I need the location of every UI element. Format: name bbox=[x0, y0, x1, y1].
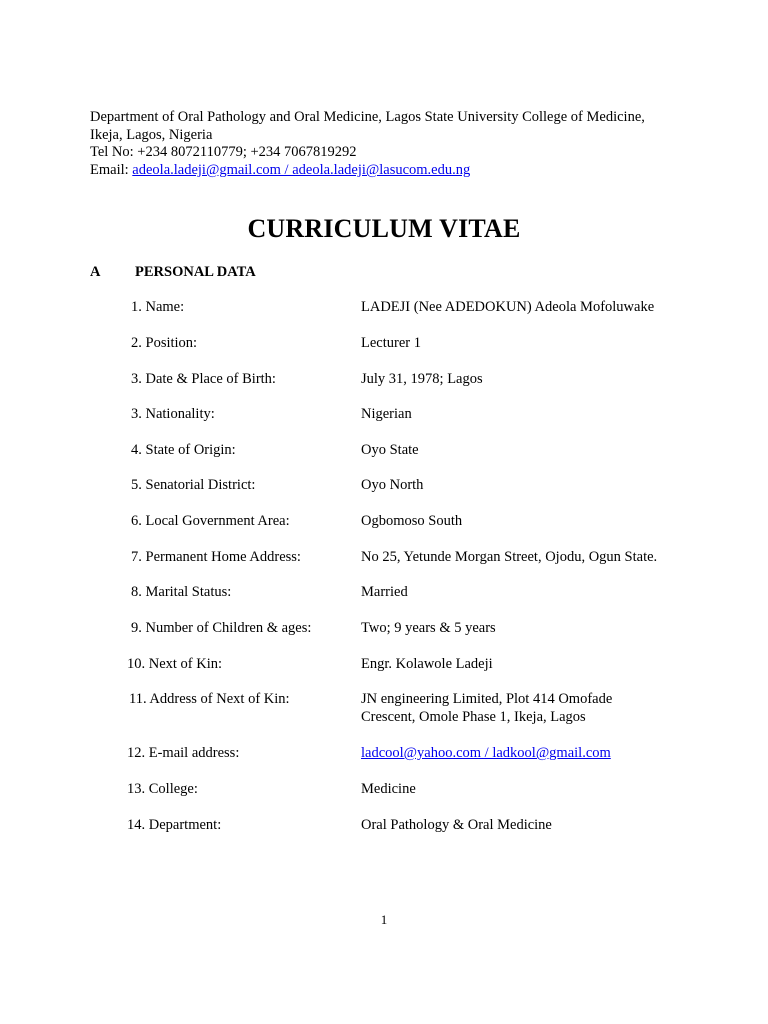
label-department: 14. Department: bbox=[127, 817, 222, 833]
email-link[interactable]: adeola.ladeji@gmail.com / adeola.ladeji@lasucom.edu.ng bbox=[132, 162, 471, 179]
label-number-of-children: 9. Number of Children & ages: bbox=[131, 620, 312, 636]
value-address-line-2: Crescent, Omole Phase 1, Ikeja, Lagos bbox=[361, 708, 586, 725]
section-heading-personal-data bbox=[90, 264, 256, 281]
value-state-of-origin: Oyo State bbox=[361, 442, 419, 458]
email-line bbox=[90, 162, 690, 180]
page-number: 1 bbox=[380, 912, 388, 927]
label-college: 13. College: bbox=[127, 781, 198, 797]
label-email-address: 12. E-mail address: bbox=[127, 745, 240, 761]
personal-email-link[interactable]: ladcool@yahoo.com / ladkool@gmail.com bbox=[361, 745, 611, 761]
value-next-of-kin: Engr. Kolawole Ladeji bbox=[361, 656, 493, 672]
section-letter: A bbox=[90, 264, 101, 280]
value-position: Lecturer 1 bbox=[361, 335, 421, 351]
document-title: CURRICULUM VITAE bbox=[247, 214, 521, 243]
value-email-address bbox=[361, 745, 691, 763]
value-address-of-next-of-kin bbox=[361, 691, 691, 726]
telephone-line: Tel No: +234 8072110779; +234 7067819292 bbox=[90, 144, 357, 161]
department-line: Department of Oral Pathology and Oral Medicine, Lagos State University College of Medicine, bbox=[90, 109, 645, 125]
value-senatorial-district: Oyo North bbox=[361, 477, 424, 493]
value-college: Medicine bbox=[361, 781, 416, 797]
label-address-of-next-of-kin: 11. Address of Next of Kin: bbox=[129, 691, 290, 707]
section-title: PERSONAL DATA bbox=[135, 264, 256, 280]
contact-header bbox=[90, 109, 690, 180]
value-address-line-1: JN engineering Limited, Plot 414 Omofade bbox=[361, 691, 613, 707]
value-nationality: Nigerian bbox=[361, 406, 412, 422]
value-date-place-of-birth: July 31, 1978; Lagos bbox=[361, 371, 483, 387]
label-name: 1. Name: bbox=[131, 299, 185, 315]
label-marital-status: 8. Marital Status: bbox=[131, 584, 232, 600]
label-permanent-home-address: 7. Permanent Home Address: bbox=[131, 549, 301, 565]
value-number-of-children: Two; 9 years & 5 years bbox=[361, 620, 496, 636]
value-name: LADEJI (Nee ADEDOKUN) Adeola Mofoluwake bbox=[361, 299, 655, 315]
label-date-place-of-birth: 3. Date & Place of Birth: bbox=[131, 371, 276, 387]
label-local-government-area: 6. Local Government Area: bbox=[131, 513, 290, 529]
value-marital-status: Married bbox=[361, 584, 408, 600]
label-position: 2. Position: bbox=[131, 335, 198, 351]
value-department: Oral Pathology & Oral Medicine bbox=[361, 817, 552, 833]
label-next-of-kin: 10. Next of Kin: bbox=[127, 656, 223, 672]
address-line: Ikeja, Lagos, Nigeria bbox=[90, 126, 213, 143]
label-nationality: 3. Nationality: bbox=[131, 406, 215, 422]
label-senatorial-district: 5. Senatorial District: bbox=[131, 477, 256, 493]
label-state-of-origin: 4. State of Origin: bbox=[131, 442, 236, 458]
value-local-government-area: Ogbomoso South bbox=[361, 513, 463, 529]
value-permanent-home-address: No 25, Yetunde Morgan Street, Ojodu, Ogun State. bbox=[361, 549, 658, 565]
email-label: Email: bbox=[90, 162, 133, 179]
